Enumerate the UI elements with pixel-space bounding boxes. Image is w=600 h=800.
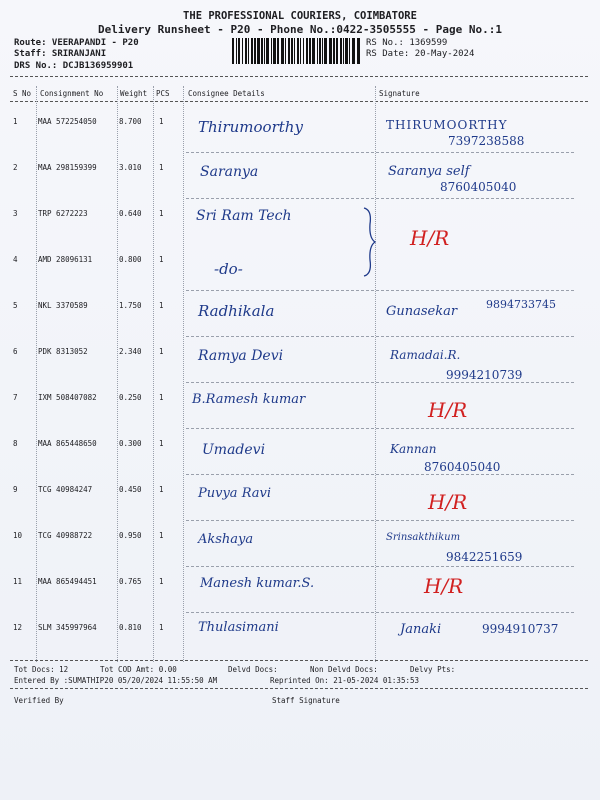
row-pcs: 1	[159, 117, 164, 126]
row-separator	[186, 382, 574, 383]
row-sno: 11	[13, 577, 23, 586]
row-pcs: 1	[159, 577, 164, 586]
row-pcs: 1	[159, 301, 164, 310]
phone-handwriting: 9994910737	[482, 622, 559, 636]
consignee-handwriting: Thirumoorthy	[198, 118, 303, 136]
signature-handwriting: THIRUMOORTHY	[386, 118, 508, 132]
consignee-handwriting: Sri Ram Tech	[196, 208, 292, 224]
table-row	[0, 480, 600, 524]
row-consignment: MAA 865494451	[38, 577, 97, 586]
consignee-handwriting: Radhikala	[198, 302, 275, 320]
row-consignment: MAA 865448650	[38, 439, 97, 448]
signature-handwriting: Gunasekar	[386, 304, 458, 319]
row-consignment: SLM 345997964	[38, 623, 97, 632]
table-row	[0, 526, 600, 570]
reprinted-on: Reprinted On: 21-05-2024 01:35:53	[270, 676, 420, 685]
table-row	[0, 434, 600, 478]
consignee-handwriting: Umadevi	[202, 442, 266, 458]
delivery-points: Delvy Pts:	[410, 665, 456, 674]
table-row	[0, 572, 600, 616]
row-weight: 0.450	[119, 485, 142, 494]
row-pcs: 1	[159, 623, 164, 632]
signature-handwriting: Saranya self	[388, 164, 470, 179]
row-consignment: IXM 508407082	[38, 393, 97, 402]
row-consignment: TCG 40988722	[38, 531, 93, 540]
total-cod: Tot COD Amt: 0.00	[100, 665, 177, 674]
runsheet-subtitle: Delivery Runsheet - P20 - Phone No.:0422-3505555 - Page No.:1	[98, 23, 502, 36]
row-pcs: 1	[159, 209, 164, 218]
row-sno: 6	[13, 347, 18, 356]
row-sno: 4	[13, 255, 18, 264]
col-weight: Weight	[120, 89, 148, 98]
consignee-handwriting: -do-	[214, 260, 243, 278]
row-pcs: 1	[159, 531, 164, 540]
row-separator	[186, 612, 574, 613]
col-signature: Signature	[379, 89, 420, 98]
row-weight: 0.765	[119, 577, 142, 586]
signature-handwriting: Kannan	[390, 442, 437, 456]
verified-by: Verified By	[14, 696, 64, 705]
row-sno: 5	[13, 301, 18, 310]
footer-divider	[10, 660, 588, 661]
row-pcs: 1	[159, 485, 164, 494]
row-pcs: 1	[159, 255, 164, 264]
drs-number: DRS No.: DCJB136959901	[14, 61, 134, 71]
company-name: THE PROFESSIONAL COURIERS, COIMBATORE	[183, 10, 417, 22]
row-weight: 0.810	[119, 623, 142, 632]
consignee-handwriting: Thulasimani	[198, 620, 279, 635]
signature-handwriting: Srinsakthikum	[386, 532, 461, 543]
row-weight: 0.950	[119, 531, 142, 540]
row-consignment: MAA 572254050	[38, 117, 97, 126]
col-sno: S No	[13, 89, 32, 98]
signature-handwriting: Ramadai.R.	[390, 348, 461, 362]
phone-handwriting: 7397238588	[448, 134, 525, 148]
consignee-handwriting: Ramya Devi	[198, 348, 284, 364]
row-sno: 7	[13, 393, 18, 402]
row-weight: 0.800	[119, 255, 142, 264]
bracket-mark	[360, 206, 380, 278]
row-sno: 1	[13, 117, 18, 126]
col-pcs: PCS	[156, 89, 170, 98]
route-label: Route: VEERAPANDI - P20	[14, 38, 139, 48]
footer-divider	[10, 688, 588, 689]
row-separator	[186, 566, 574, 567]
total-docs: Tot Docs: 12	[14, 665, 69, 674]
column-divider	[10, 101, 588, 102]
row-sno: 9	[13, 485, 18, 494]
row-sno: 3	[13, 209, 18, 218]
signature-handwriting: Janaki	[400, 622, 442, 637]
row-weight: 0.250	[119, 393, 142, 402]
row-separator	[186, 336, 574, 337]
row-weight: 8.700	[119, 117, 142, 126]
row-sno: 2	[13, 163, 18, 172]
consignee-handwriting: Saranya	[200, 164, 259, 180]
row-pcs: 1	[159, 347, 164, 356]
phone-handwriting: 9842251659	[446, 550, 523, 564]
table-row	[0, 296, 600, 340]
barcode-image	[232, 38, 360, 64]
staff-signature: Staff Signature	[272, 696, 340, 705]
row-pcs: 1	[159, 393, 164, 402]
row-weight: 3.010	[119, 163, 142, 172]
row-sno: 8	[13, 439, 18, 448]
row-separator	[186, 198, 574, 199]
row-consignment: PDK 8313052	[38, 347, 88, 356]
rs-date: RS Date: 20-May-2024	[366, 49, 475, 59]
row-separator	[186, 428, 574, 429]
row-separator	[186, 474, 574, 475]
row-sno: 10	[13, 531, 23, 540]
row-separator	[186, 152, 574, 153]
entered-by: Entered By :SUMATHIP20 05/20/2024 11:55:50 AM	[14, 676, 218, 685]
hr-mark: H/R	[428, 490, 468, 514]
row-sno: 12	[13, 623, 23, 632]
phone-handwriting: 9894733745	[486, 298, 556, 311]
row-consignment: NKL 3370589	[38, 301, 88, 310]
table-row	[0, 618, 600, 662]
col-consignee: Consignee Details	[188, 89, 265, 98]
row-weight: 0.640	[119, 209, 142, 218]
row-consignment: AMD 28096131	[38, 255, 93, 264]
table-row	[0, 388, 600, 432]
row-consignment: TRP 6272223	[38, 209, 88, 218]
row-weight: 1.750	[119, 301, 142, 310]
row-weight: 0.300	[119, 439, 142, 448]
table-row	[0, 158, 600, 202]
row-consignment: TCG 40984247	[38, 485, 93, 494]
row-separator	[186, 290, 574, 291]
hr-mark: H/R	[428, 398, 468, 422]
delivered-docs: Delvd Docs:	[228, 665, 278, 674]
consignee-handwriting: Manesh kumar.S.	[200, 576, 315, 591]
phone-handwriting: 8760405040	[440, 180, 517, 194]
consignee-handwriting: B.Ramesh kumar	[192, 392, 306, 407]
row-weight: 2.340	[119, 347, 142, 356]
phone-handwriting: 9994210739	[446, 368, 523, 382]
header-divider	[10, 76, 588, 77]
table-row	[0, 342, 600, 386]
phone-handwriting: 8760405040	[424, 460, 501, 474]
table-row	[0, 112, 600, 156]
row-pcs: 1	[159, 439, 164, 448]
row-separator	[186, 520, 574, 521]
table-row	[0, 204, 600, 248]
staff-label: Staff: SRIRANJANI	[14, 49, 107, 59]
consignee-handwriting: Puvya Ravi	[198, 486, 272, 501]
consignee-handwriting: Akshaya	[198, 532, 254, 547]
col-consignment: Consignment No	[40, 89, 104, 98]
hr-mark: H/R	[424, 574, 464, 598]
non-delivered-docs: Non Delvd Docs:	[310, 665, 378, 674]
row-pcs: 1	[159, 163, 164, 172]
table-row	[0, 250, 600, 294]
row-consignment: MAA 298159399	[38, 163, 97, 172]
hr-mark: H/R	[410, 226, 450, 250]
rs-number: RS No.: 1369599	[366, 38, 448, 48]
